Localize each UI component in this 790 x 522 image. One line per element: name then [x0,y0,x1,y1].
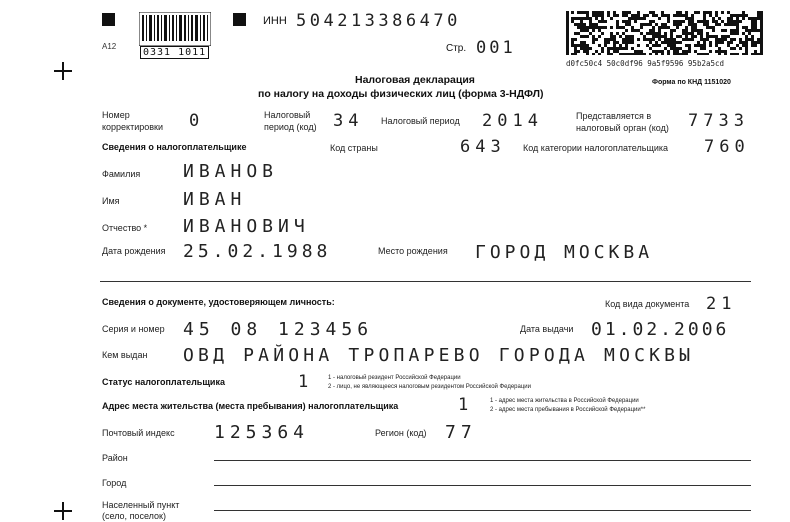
patronymic-label: Отчество * [102,223,148,233]
series-number-value: 45 08 123456 [183,319,374,340]
marker-square-left [102,13,115,26]
patronymic-value: ИВАНОВИЧ [183,216,310,237]
country-code-label: Код страны [330,143,378,153]
document-section-label: Сведения о документе, удостоверяющем личность: [102,297,335,307]
country-code-value: 643 [460,137,506,157]
page-number: 001 [476,38,516,58]
district-line [214,460,751,461]
qr-code-text: d0fc50c4 50c0df96 9a5f9596 95b2a5cd [566,59,725,68]
inn-value: 504213386470 [296,11,461,31]
registration-cross-bottom [54,502,72,520]
marker-square-middle [233,13,246,26]
birth-date-value: 25.02.1988 [183,241,332,262]
correction-label-2: корректировки [102,122,164,132]
form-code: A12 [102,42,117,51]
taxpayer-status-label: Статус налогоплательщика [102,377,225,387]
settlement-line [214,510,751,511]
taxpayer-status-note-1: 1 - налоговый резидент Российской Федерации [328,375,461,381]
residence-address-value: 1 [458,395,474,415]
title-line2: по налогу на доходы физических лиц (форма 3-НДФЛ) [258,88,544,100]
registration-cross-top [54,62,72,80]
issue-date-label: Дата выдачи [520,324,574,334]
first-name-label: Имя [102,196,120,206]
title-line1: Налоговая декларация [355,74,475,86]
correction-label-1: Номер [102,110,130,120]
taxpayer-section-label: Сведения о налогоплательщике [102,142,247,152]
category-code-label: Код категории налогоплательщика [523,143,669,153]
inn-label: ИНН [263,15,287,27]
first-name-value: ИВАН [183,189,247,210]
taxpayer-status-value: 1 [298,372,314,392]
birth-place-value: ГОРОД МОСКВА [475,242,654,263]
tax-period-code-label-2: период (код) [264,122,317,132]
document-type-label: Код вида документа [605,299,690,309]
postal-code-label: Почтовый индекс [102,428,175,438]
region-label: Регион (код) [375,428,427,438]
surname-label: Фамилия [102,169,141,179]
tax-authority-value: 7733 [688,111,749,131]
residence-address-note-2: 2 - адрес места пребывания в Российской Федерации** [490,407,646,413]
divider-line-1 [100,281,751,282]
issued-by-label: Кем выдан [102,350,148,360]
tax-period-code-value: 34 [333,111,364,131]
taxpayer-status-note-2: 2 - лицо, не являющееся налоговым резидентом Российской Федерации [328,384,531,390]
settlement-label: Населенный пункт [102,500,180,510]
barcode [139,12,211,46]
document-type-value: 21 [706,294,737,314]
tax-authority-label-1: Представляется в [576,111,652,121]
page-label: Стр. [446,43,467,54]
issue-date-value: 01.02.2006 [591,319,730,340]
category-code-value: 760 [704,137,750,157]
tax-period-label: Налоговый период [381,116,460,126]
tax-period-code-label-1: Налоговый [264,110,311,120]
region-value: 77 [445,422,477,443]
city-label: Город [102,478,127,488]
tax-authority-label-2: налоговый орган (код) [576,123,669,133]
settlement-sublabel: (село, поселок) [102,511,166,521]
series-number-label: Серия и номер [102,324,165,334]
residence-address-note-1: 1 - адрес места жительства в Российской Федерации [490,398,639,404]
tax-period-value: 2014 [482,111,543,131]
issued-by-value: ОВД РАЙОНА ТРОПАРЕВО ГОРОДА МОСКВЫ [183,345,695,366]
birth-date-label: Дата рождения [102,246,166,256]
birth-place-label: Место рождения [378,246,448,256]
district-label: Район [102,453,128,463]
postal-code-value: 125364 [214,422,310,443]
correction-value: 0 [189,111,205,131]
barcode-number: 0331 1011 [140,46,209,59]
qr-code [566,11,763,55]
residence-address-label: Адрес места жительства (места пребывания) налогоплательщика [102,401,399,411]
surname-value: ИВАНОВ [183,161,279,182]
city-line [214,485,751,486]
form-knd: Форма по КНД 1151020 [652,79,731,86]
